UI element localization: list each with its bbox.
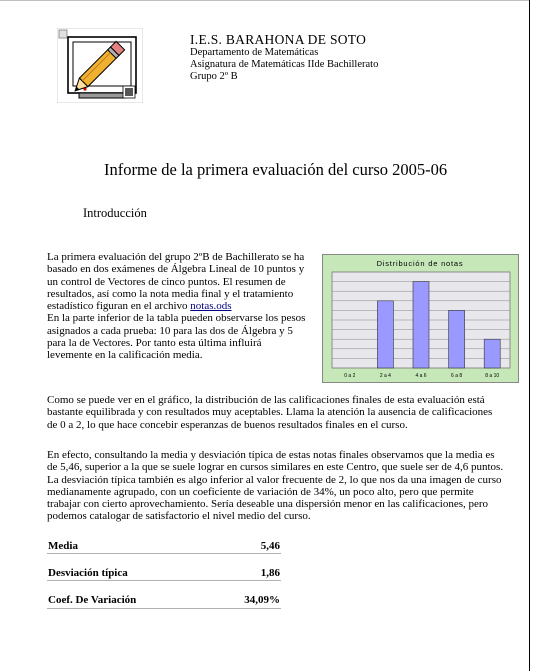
paragraph-line: asignados a cada prueba: 10 para las dos de Álgebra y 5 [47, 324, 293, 337]
paragraph-line: para la de Vectores. Por tanto esta última influirá [47, 337, 262, 350]
paragraph-line: trabajar con cierto aprovechamiento. Sería deseable una dispersión menor en las calificaciones, pero [47, 498, 489, 511]
paragraph-line: Como se puede ver en el gráfico, la distribución de las calificaciones finales de esta evaluación está [47, 394, 485, 406]
table-spacer-row [47, 580, 281, 592]
paragraph-line: En la parte inferior de la tabla pueden observarse los pesos [47, 312, 306, 325]
stat-value: 34,09% [244, 593, 280, 606]
paragraph-line: La primera evaluación del grupo 2ºB de Bachillerato se ha [47, 251, 305, 263]
chart-bar [484, 339, 500, 368]
paragraph-line: de 0 a 2, lo que hace concebir esperanzas de buenos resultados finales en el curso. [47, 418, 408, 431]
page-top-border [0, 0, 530, 1]
chart-title: Distribución de notas [376, 259, 464, 268]
paragraph-line: de 5,46, superior a la que se suele lograr en cursos similares en este Centro, que suele ser de 4,6 puntos. [47, 461, 504, 474]
grade-distribution-chart [322, 254, 519, 383]
paragraph-line: resultados, así como la nota media final y el tratamiento [47, 287, 294, 300]
chart-bar [413, 282, 429, 368]
header-block [190, 32, 378, 83]
x-tick-label: 8 a 10 [485, 373, 500, 379]
statistics-table [47, 538, 281, 607]
page-right-border [529, 0, 530, 671]
school-name: I.E.S. BARAHONA DE SOTO [190, 32, 367, 47]
paragraph-line [47, 300, 305, 312]
section-heading: Introducción [83, 206, 147, 220]
x-tick-label: 0 a 2 [344, 373, 356, 379]
x-tick-label: 6 a 8 [451, 373, 463, 379]
table-spacer-row [47, 553, 281, 565]
file-link[interactable]: notas.ods [190, 300, 232, 313]
table-rule [47, 553, 281, 554]
paragraph-line: En efecto, consultando la media y desviación típica de estas notas finales observamos que la media es [47, 449, 495, 461]
chart-bar [377, 301, 393, 368]
x-tick-label: 2 a 4 [379, 373, 391, 379]
paragraph-line: podemos catalogar de satisfactorio el nivel medio del curso. [47, 510, 311, 523]
paragraph-line: La desviación típica también es algo inferior al valor frecuente de 2, lo que nos da una imagen de curso [47, 473, 502, 486]
chart-bar [449, 310, 465, 368]
paragraph-line: levemente en la calificación media. [47, 349, 203, 362]
table-row [47, 538, 281, 553]
table-rule [47, 580, 281, 581]
stat-label: Media [48, 539, 78, 552]
paragraph-line-text: estadístico figuran en el archivo [47, 300, 191, 313]
stat-value: 5,46 [260, 539, 280, 552]
department-name: Departamento de Matemáticas [190, 47, 319, 58]
paragraph-chart-comment [47, 394, 492, 431]
stat-value: 1,86 [260, 566, 280, 579]
school-logo-icon [57, 28, 143, 103]
x-tick-label: 4 a 6 [415, 373, 427, 379]
paragraph-intro [47, 251, 305, 362]
paragraph-line: un control de Vectores de cinco puntos. El resumen de [47, 275, 286, 288]
stat-label: Coef. De Variación [48, 593, 137, 606]
paragraph-statistics [47, 449, 503, 523]
paragraph-line: basado en dos exámenes de Álgebra Lineal de 10 puntos y [47, 263, 305, 276]
stat-label: Desviación típica [48, 566, 128, 579]
table-rule [47, 608, 281, 609]
group-name: Grupo 2º B [190, 71, 238, 82]
paragraph-line: bastante equilibrada y con resultados muy aceptables. Llama la atención la ausencia de calificaciones [47, 406, 493, 419]
table-row [47, 592, 281, 607]
table-row [47, 565, 281, 580]
paragraph-line: medianamente agrupado, con un coeficiente de variación de 34%, un poco alto, pero que permite [47, 485, 474, 498]
subject-name: Asignatura de Matemáticas IIde Bachillerato [190, 59, 379, 70]
report-title: Informe de la primera evaluación del curso 2005-06 [104, 160, 448, 179]
